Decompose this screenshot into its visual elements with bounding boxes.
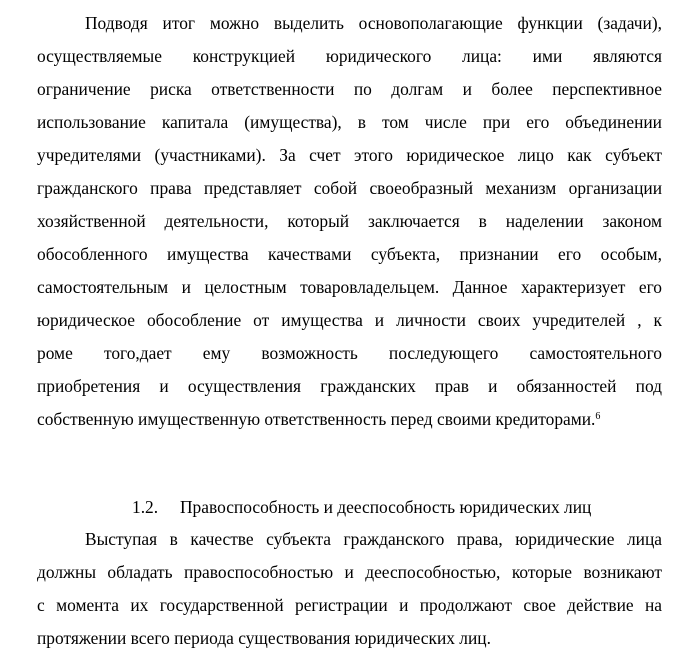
- paragraph-1-line: осуществляемые конструкцией юридического лица: ими являются: [37, 46, 662, 66]
- paragraph-1-line: ограничение риска ответственности по долгам и более перспективное: [37, 79, 662, 99]
- section-heading: [132, 497, 591, 517]
- paragraph-2-line: протяжении всего периода существования юридических лиц.: [37, 628, 491, 648]
- paragraph-1-line: обособленного имущества качествами субъекта, признании его особым,: [37, 244, 662, 264]
- paragraph-1-line: использование капитала (имущества), в том числе при его объединении: [37, 112, 662, 132]
- paragraph-1-line: приобретения и осуществления гражданских прав и обязанностей под: [37, 376, 662, 396]
- paragraph-1-line: собственную имущественную ответственность перед своими кредиторами.: [37, 409, 596, 429]
- paragraph-1-line: хозяйственной деятельности, который заключается в наделении законом: [37, 211, 662, 231]
- section-number: 1.2.: [132, 497, 159, 517]
- footnote-reference[interactable]: 6: [595, 411, 601, 422]
- section-title: Правоспособность и дееспособность юридических лиц: [180, 497, 592, 517]
- paragraph-1-line: роме того,дает ему возможность последующего самостоятельного: [37, 343, 662, 363]
- paragraph-1-line: гражданского права представляет собой своеобразный механизм организации: [37, 178, 662, 198]
- paragraph-1-line: юридическое обособление от имущества и личности своих учредителей , к: [37, 310, 662, 330]
- paragraph-2-line: Выступая в качестве субъекта гражданского права, юридические лица: [85, 529, 662, 549]
- paragraph-1-line: самостоятельным и целостным товаровладельцем. Данное характеризует его: [37, 277, 662, 297]
- paragraph-1-line: Подводя итог можно выделить основополагающие функции (задачи),: [85, 13, 662, 33]
- paragraph-1-line: учредителями (участниками). За счет этого юридическое лицо как субъект: [37, 145, 662, 165]
- paragraph-1-last-line: [37, 409, 662, 429]
- paragraph-2-line: с момента их государственной регистрации и продолжают свое действие на: [37, 595, 662, 615]
- paragraph-2-line: должны обладать правоспособностью и дееспособностью, которые возникают: [37, 562, 662, 582]
